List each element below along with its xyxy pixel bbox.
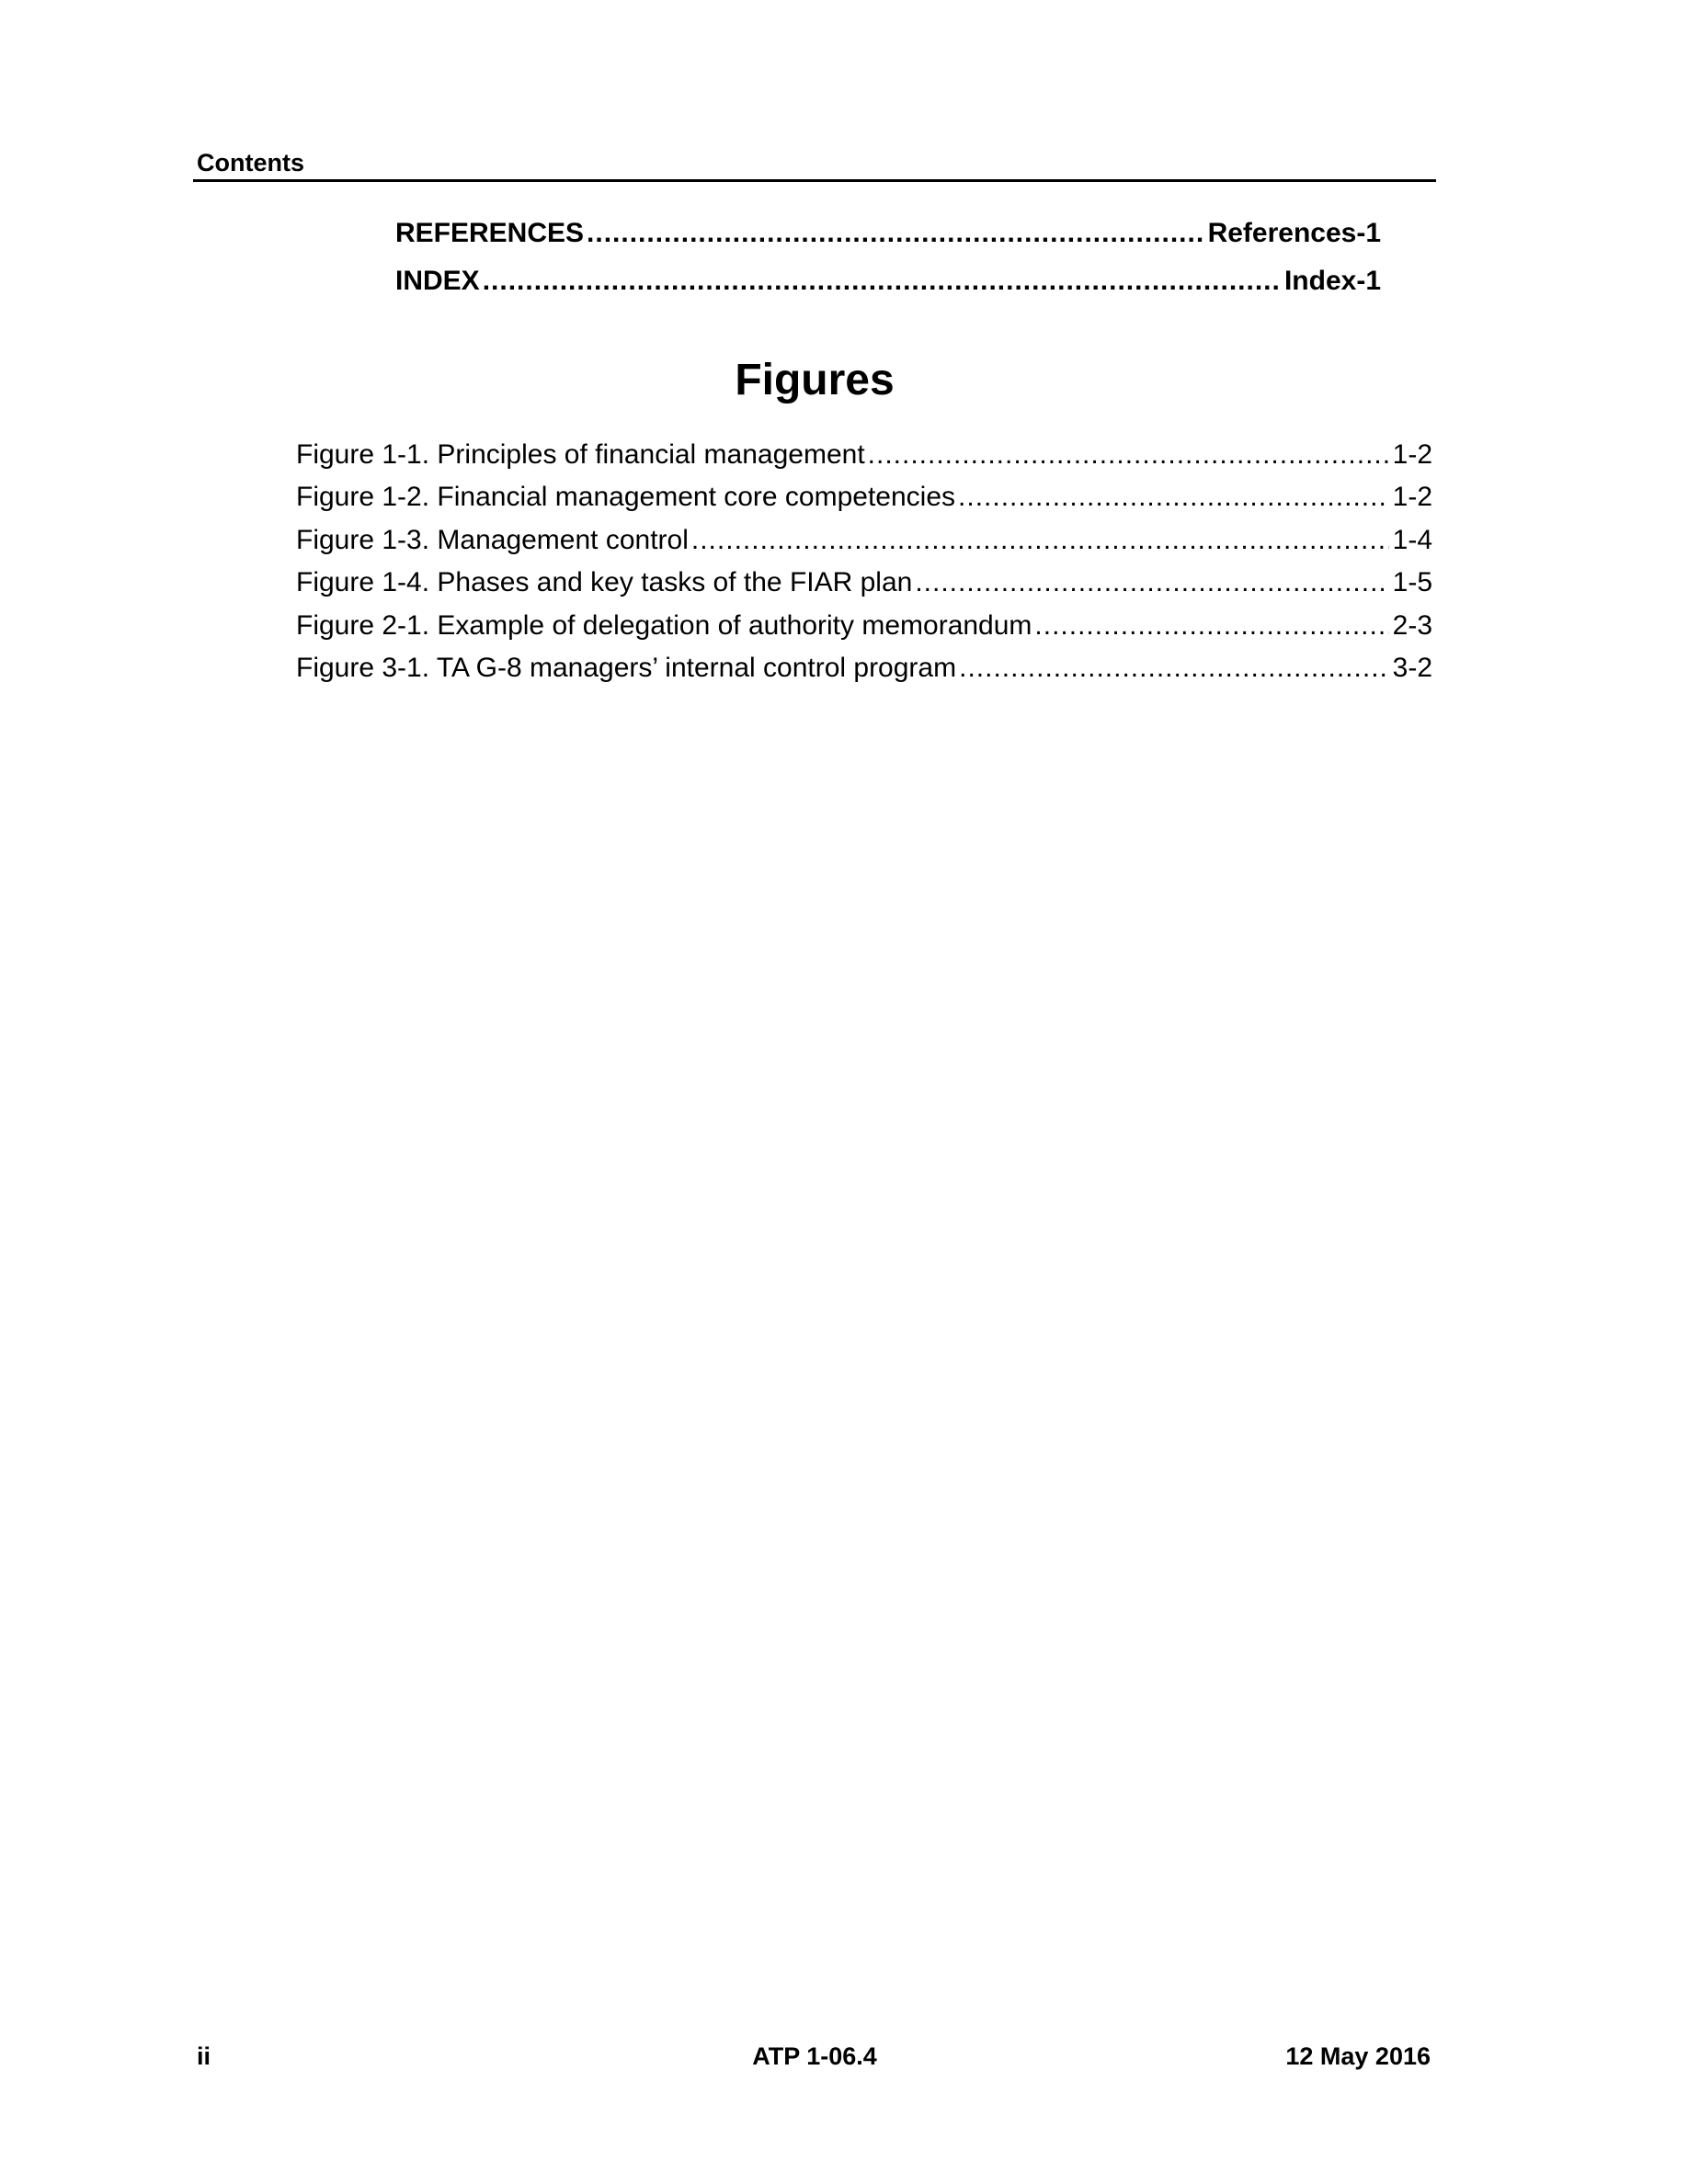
figure-entry-label: Figure 1-3. Management control bbox=[296, 524, 689, 555]
header-rule bbox=[193, 179, 1436, 182]
figure-entry[interactable] bbox=[296, 562, 1432, 604]
figure-entry[interactable] bbox=[296, 605, 1432, 647]
figure-entry-page: 1-4 bbox=[1392, 524, 1432, 555]
toc-entry-index[interactable] bbox=[395, 257, 1381, 305]
footer-publication: ATP 1-06.4 bbox=[752, 2042, 877, 2070]
toc-entry-label: REFERENCES bbox=[395, 218, 585, 248]
dot-leader bbox=[691, 519, 1389, 562]
dot-leader bbox=[959, 647, 1389, 689]
running-header: Contents bbox=[197, 149, 304, 176]
figure-entry-page: 1-2 bbox=[1392, 439, 1432, 470]
toc-back-matter bbox=[395, 210, 1381, 305]
figures-list bbox=[296, 434, 1432, 689]
figure-entry-label: Figure 3-1. TA G-8 managers’ internal control program bbox=[296, 652, 957, 683]
toc-entry-label: INDEX bbox=[395, 266, 480, 296]
footer-page-number: ii bbox=[197, 2042, 211, 2070]
footer-date: 12 May 2016 bbox=[1285, 2042, 1431, 2070]
toc-entry-page: Index-1 bbox=[1283, 266, 1381, 296]
toc-entry-page: References-1 bbox=[1207, 218, 1381, 248]
figure-entry-page: 1-2 bbox=[1392, 482, 1432, 513]
dot-leader bbox=[915, 562, 1388, 604]
figure-entry-page: 1-5 bbox=[1392, 567, 1432, 598]
dot-leader bbox=[587, 210, 1204, 257]
dot-leader bbox=[483, 257, 1281, 305]
figure-entry[interactable] bbox=[296, 519, 1432, 562]
toc-entry-references[interactable] bbox=[395, 210, 1381, 257]
figure-entry[interactable] bbox=[296, 434, 1432, 476]
figure-entry-page: 3-2 bbox=[1392, 652, 1432, 683]
figure-entry-page: 2-3 bbox=[1392, 609, 1432, 641]
figure-entry-label: Figure 1-4. Phases and key tasks of the FIAR plan bbox=[296, 567, 913, 598]
figure-entry-label: Figure 1-1. Principles of financial management bbox=[296, 439, 865, 470]
figure-entry-label: Figure 2-1. Example of delegation of authority memorandum bbox=[296, 609, 1032, 641]
figure-entry-label: Figure 1-2. Financial management core competencies bbox=[296, 482, 956, 513]
dot-leader bbox=[1034, 605, 1388, 647]
dot-leader bbox=[868, 434, 1389, 476]
figure-entry[interactable] bbox=[296, 647, 1432, 689]
figures-heading: Figures bbox=[735, 356, 895, 404]
figure-entry[interactable] bbox=[296, 476, 1432, 518]
dot-leader bbox=[958, 476, 1389, 518]
